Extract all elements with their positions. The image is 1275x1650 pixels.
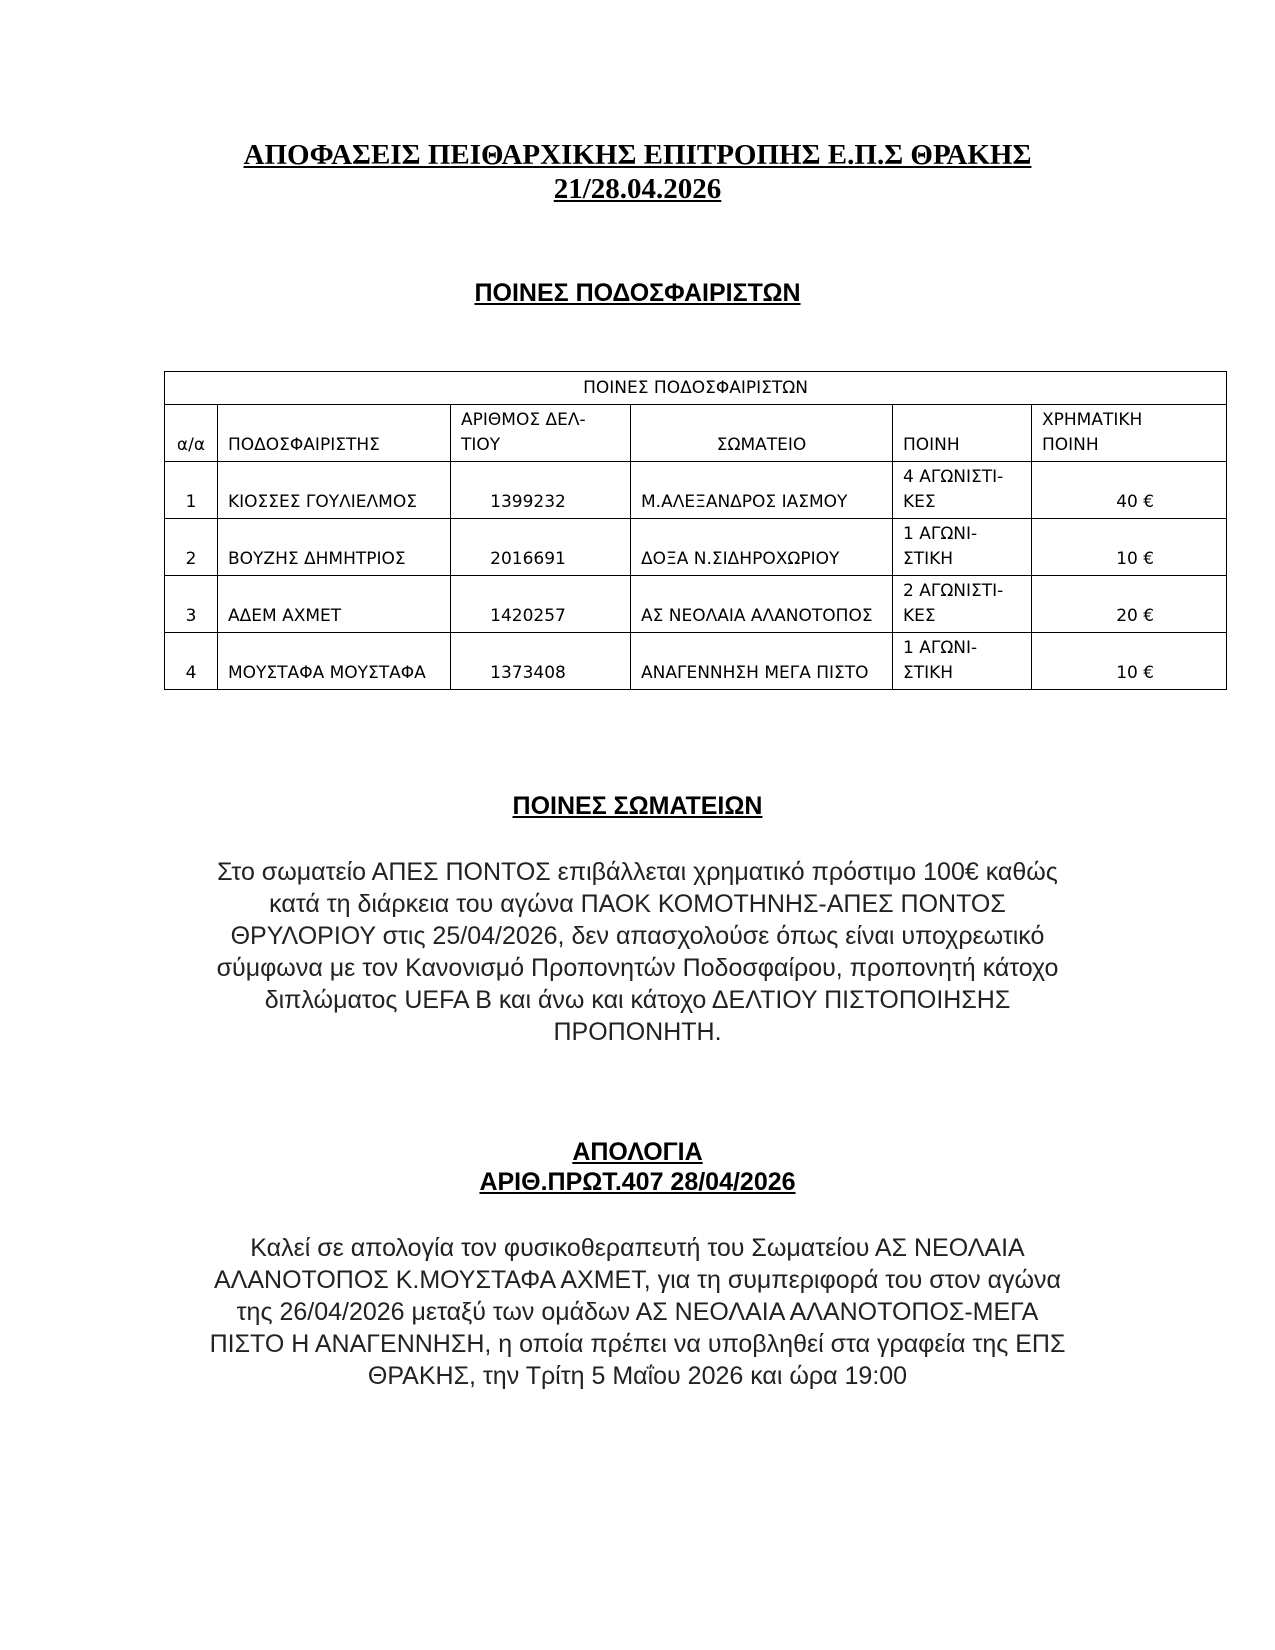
cell-player: ΚΙΟΣΣΕΣ ΓΟΥΛΙΕΛΜΟΣ bbox=[218, 462, 451, 519]
cell-club: ΑΝΑΓΕΝΝΗΣΗ ΜΕΓΑ ΠΙΣΤΟ bbox=[631, 633, 893, 690]
apologia-protocol-number: ΑΡΙΘ.ΠΡΩΤ.407 28/04/2026 bbox=[479, 1168, 796, 1196]
cell-player: ΜΟΥΣΤΑΦΑ ΜΟΥΣΤΑΦΑ bbox=[218, 633, 451, 690]
cell-club: ΔΟΞΑ Ν.ΣΙΔΗΡΟΧΩΡΙΟΥ bbox=[631, 519, 893, 576]
cell-player: ΒΟΥΖΗΣ ΔΗΜΗΤΡΙΟΣ bbox=[218, 519, 451, 576]
cell-penalty: 1 ΑΓΩΝΙ- ΣΤΙΚΗ bbox=[893, 633, 1032, 690]
paragraph-line: Στο σωματείο ΑΠΕΣ ΠΟΝΤΟΣ επιβάλλεται χρηματικό πρόστιμο 100€ καθώς bbox=[217, 858, 1058, 886]
table-row bbox=[165, 462, 1227, 519]
cell-penalty: 1 ΑΓΩΝΙ- ΣΤΙΚΗ bbox=[893, 519, 1032, 576]
paragraph-line: κατά τη διάρκεια του αγώνα ΠΑΟΚ ΚΟΜΟΤΗΝΗΣ-ΑΠΕΣ ΠΟΝΤΟΣ bbox=[269, 890, 1006, 918]
cell-aa: 1 bbox=[165, 462, 218, 519]
cell-fine: 10 € bbox=[1032, 633, 1227, 690]
header-card-number: ΑΡΙΘΜΟΣ ΔΕΛ- ΤΙΟΥ bbox=[451, 405, 631, 462]
cell-fine: 20 € bbox=[1032, 576, 1227, 633]
table-row bbox=[165, 576, 1227, 633]
paragraph-line: σύμφωνα με τον Κανονισμό Προπονητών Ποδοσφαίρου, προπονητή κάτοχο bbox=[216, 954, 1059, 982]
table-row bbox=[165, 519, 1227, 576]
cell-aa: 3 bbox=[165, 576, 218, 633]
cell-club: Μ.ΑΛΕΞΑΝΔΡΟΣ ΙΑΣΜΟΥ bbox=[631, 462, 893, 519]
cell-card-number: 2016691 bbox=[451, 519, 631, 576]
header-player: ΠΟΔΟΣΦΑΙΡΙΣΤΗΣ bbox=[218, 405, 451, 462]
document-title: ΑΠΟΦΑΣΕΙΣ ΠΕΙΘΑΡΧΙΚΗΣ ΕΠΙΤΡΟΠΗΣ Ε.Π.Σ ΘΡΑΚΗΣ bbox=[243, 139, 1032, 171]
header-penalty: ΠΟΙΝΗ bbox=[893, 405, 1032, 462]
paragraph-line: Καλεί σε απολογία τον φυσικοθεραπευτή του Σωματείου ΑΣ ΝΕΟΛΑΙΑ bbox=[250, 1234, 1025, 1262]
paragraph-line: διπλώματος UEFA B και άνω και κάτοχο ΔΕΛΤΙΟΥ ΠΙΣΤΟΠΟΙΗΣΗΣ bbox=[264, 986, 1011, 1014]
clubs-penalties-heading: ΠΟΙΝΕΣ ΣΩΜΑΤΕΙΩΝ bbox=[512, 792, 763, 820]
paragraph-line: ΠΙΣΤΟ Η ΑΝΑΓΕΝΝΗΣΗ, η οποία πρέπει να υποβληθεί στα γραφεία της ΕΠΣ bbox=[209, 1330, 1066, 1358]
cell-card-number: 1420257 bbox=[451, 576, 631, 633]
cell-penalty: 2 ΑΓΩΝΙΣΤΙ- ΚΕΣ bbox=[893, 576, 1032, 633]
table-caption-row bbox=[165, 372, 1227, 405]
header-club: ΣΩΜΑΤΕΙΟ bbox=[631, 405, 893, 462]
cell-aa: 4 bbox=[165, 633, 218, 690]
cell-fine: 40 € bbox=[1032, 462, 1227, 519]
cell-fine: 10 € bbox=[1032, 519, 1227, 576]
header-aa: α/α bbox=[165, 405, 218, 462]
players-penalties-table bbox=[164, 371, 1227, 690]
cell-penalty: 4 ΑΓΩΝΙΣΤΙ- ΚΕΣ bbox=[893, 462, 1032, 519]
paragraph-line: ΠΡΟΠΟΝΗΤΗ. bbox=[553, 1018, 722, 1046]
cell-aa: 2 bbox=[165, 519, 218, 576]
paragraph-line: της 26/04/2026 μεταξύ των ομάδων ΑΣ ΝΕΟΛΑΙΑ ΑΛΑΝΟΤΟΠΟΣ-ΜΕΓΑ bbox=[236, 1298, 1039, 1326]
paragraph-line: ΑΛΑΝΟΤΟΠΟΣ Κ.ΜΟΥΣΤΑΦΑ ΑΧΜΕΤ, για τη συμπεριφορά του στον αγώνα bbox=[213, 1266, 1061, 1294]
cell-player: ΑΔΕΜ ΑΧΜΕΤ bbox=[218, 576, 451, 633]
cell-card-number: 1373408 bbox=[451, 633, 631, 690]
table-row bbox=[165, 633, 1227, 690]
header-fine: ΧΡΗΜΑΤΙΚΗ ΠΟΙΝΗ bbox=[1032, 405, 1227, 462]
apologia-paragraph bbox=[160, 1232, 1115, 1392]
paragraph-line: ΘΡΥΛΟΡΙΟΥ στις 25/04/2026, δεν απασχολούσε όπως είναι υποχρεωτικό bbox=[230, 922, 1045, 950]
cell-card-number: 1399232 bbox=[451, 462, 631, 519]
cell-club: ΑΣ ΝΕΟΛΑΙΑ ΑΛΑΝΟΤΟΠΟΣ bbox=[631, 576, 893, 633]
document-date: 21/28.04.2026 bbox=[553, 173, 722, 205]
table-caption: ΠΟΙΝΕΣ ΠΟΔΟΣΦΑΙΡΙΣΤΩΝ bbox=[165, 372, 1227, 405]
clubs-penalty-paragraph bbox=[160, 856, 1115, 1048]
apologia-heading: ΑΠΟΛΟΓΙΑ bbox=[572, 1138, 703, 1166]
paragraph-line: ΘΡΑΚΗΣ, την Τρίτη 5 Μαΐου 2026 και ώρα 19:00 bbox=[367, 1362, 908, 1390]
players-penalties-heading: ΠΟΙΝΕΣ ΠΟΔΟΣΦΑΙΡΙΣΤΩΝ bbox=[474, 279, 801, 307]
table-header-row bbox=[165, 405, 1227, 462]
